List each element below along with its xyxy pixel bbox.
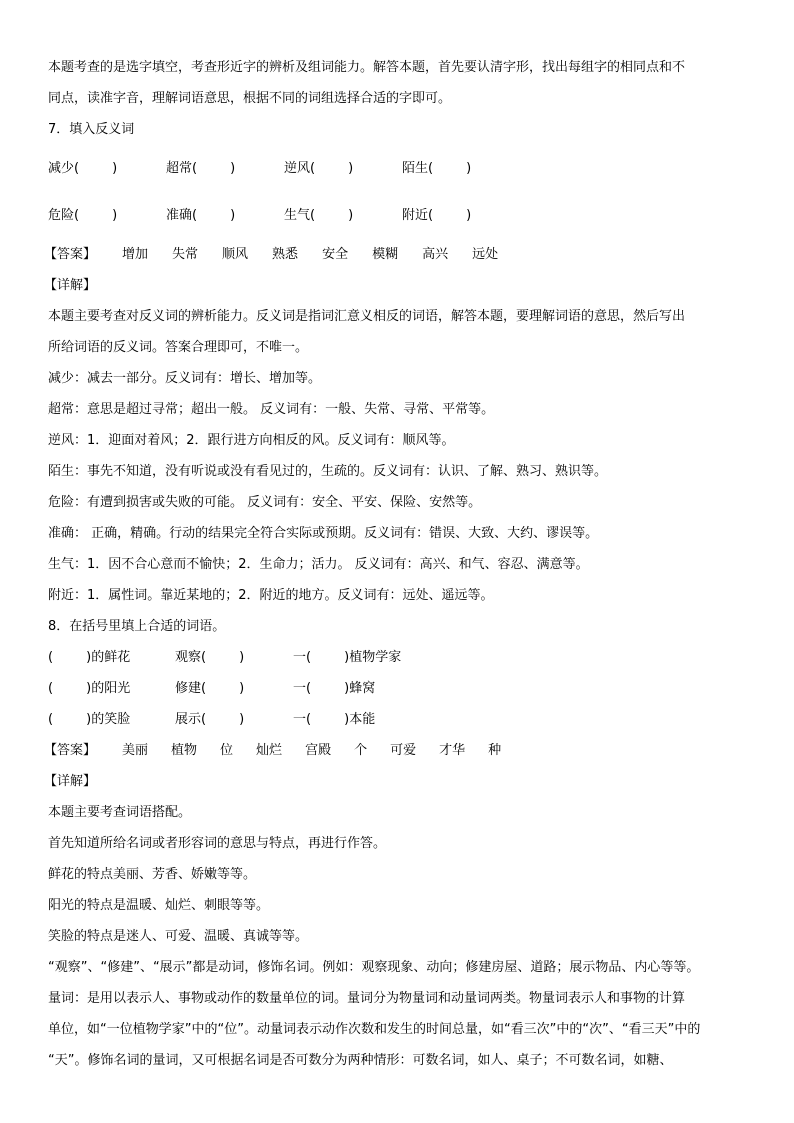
answer-item: 失常 [172, 247, 199, 262]
answer-item: 灿烂 [256, 743, 283, 758]
answer-tag: 【答案】 [44, 247, 97, 262]
answer-item: 模糊 [372, 247, 399, 262]
blank-item: 观察( ) [175, 650, 245, 665]
detail-line: 鲜花的特点美丽、芳香、娇嫩等等。 [48, 867, 257, 882]
blank-item: 展示( ) [175, 712, 245, 727]
blank-item: 一( )蜂窝 [293, 681, 376, 696]
blank-item: 危险( ) [48, 208, 118, 223]
answer-item: 种 [488, 743, 502, 758]
intro-line-2: 同点，读准字音，理解词语意思，根据不同的词组选择合适的字即可。 [48, 91, 452, 106]
detail-line: 笑脸的特点是迷人、可爱、温暖、真诚等等。 [48, 929, 309, 944]
explain-line-2: 所给词语的反义词。答案合理即可，不唯一。 [48, 340, 309, 355]
question-8-title: 8．在括号里填上合适的词语。 [48, 619, 226, 634]
blank-item: 生气( ) [284, 208, 354, 223]
answer-item: 远处 [472, 247, 499, 262]
blank-item: 逆风( ) [284, 161, 354, 176]
answer-item: 美丽 [122, 743, 149, 758]
answer-item: 位 [220, 743, 234, 758]
blank-item: 超常( ) [166, 161, 236, 176]
answer-item: 熟悉 [272, 247, 299, 262]
explain-item: 生气：1．因不合心意而不愉快；2．生命力；活力。 反义词有：高兴、和气、容忍、满意等。 [48, 557, 589, 572]
answer-item: 安全 [322, 247, 349, 262]
blank-item: 一( )植物学家 [293, 650, 402, 665]
blank-item: ( )的笑脸 [48, 712, 131, 727]
blank-item: 附近( ) [402, 208, 472, 223]
blank-item: ( )的阳光 [48, 681, 131, 696]
explain-line-1: 本题主要考查对反义词的辨析能力。反义词是指词汇意义相反的词语，解答本题，要理解词语的意思，然后写出 [48, 309, 686, 324]
detail-line: “天”。修饰名词的量词，又可根据名词是否可数分为两种情形：可数名词，如人、桌子；不可数名词，如糖、 [48, 1053, 673, 1068]
blank-item: 减少( ) [48, 161, 118, 176]
blank-item: 陌生( ) [402, 161, 472, 176]
answer-line-8 [44, 735, 748, 766]
explain-item: 陌生：事先不知道，没有听说或没有看见过的，生疏的。反义词有：认识、了解、熟习、熟识等。 [48, 464, 608, 479]
answer-item: 高兴 [422, 247, 449, 262]
answer-line-7 [44, 239, 748, 270]
answer-item: 植物 [171, 743, 198, 758]
intro-line-1: 本题考查的是选字填空，考查形近字的辨析及组词能力。解答本题，首先要认清字形，找出每组字的相同点和不 [48, 60, 686, 75]
explain-item: 逆风：1．迎面对着风；2．跟行进方向相反的风。反义词有：顺风等。 [48, 433, 455, 448]
fill-row-3 [48, 704, 748, 735]
explain-item: 减少：减去一部分。反义词有：增长、增加等。 [48, 371, 322, 386]
blank-item: 准确( ) [166, 208, 236, 223]
document-page [44, 52, 748, 1076]
detail-tag-8: 【详解】 [44, 774, 97, 789]
detail-line: 阳光的特点是温暖、灿烂、刺眼等等。 [48, 898, 270, 913]
antonym-row-2 [48, 192, 748, 239]
explain-item: 超常：意思是超过寻常；超出一般。 反义词有：一般、失常、寻常、平常等。 [48, 402, 495, 417]
answer-item: 增加 [122, 247, 149, 262]
blank-item: 一( )本能 [293, 712, 376, 727]
blank-item: ( )的鲜花 [48, 650, 131, 665]
detail-tag-7: 【详解】 [44, 278, 97, 293]
fill-row-2 [48, 673, 748, 704]
question-7-title: 7．填入反义词 [48, 122, 135, 137]
explain-item: 危险：有遭到损害或失败的可能。 反义词有：安全、平安、保险、安然等。 [48, 495, 482, 510]
answer-item: 可爱 [390, 743, 417, 758]
blank-item: 修建( ) [175, 681, 245, 696]
antonym-row-1 [48, 145, 748, 192]
detail-line: 首先知道所给名词或者形容词的意思与特点，再进行作答。 [48, 836, 387, 851]
explain-item: 准确： 正确，精确。行动的结果完全符合实际或预期。反义词有：错误、大致、大约、谬误等。 [48, 526, 599, 541]
answer-item: 才华 [439, 743, 466, 758]
answer-item: 个 [354, 743, 368, 758]
fill-row-1 [48, 642, 748, 673]
detail-line: 本题主要考查词语搭配。 [48, 805, 192, 820]
detail-line: 量词：是用以表示人、事物或动作的数量单位的词。量词分为物量词和动量词两类。物量词表示人和事物的计算 [48, 991, 686, 1006]
answer-tag: 【答案】 [44, 743, 97, 758]
detail-line: 单位，如“一位植物学家”中的“位”。动量词表示动作次数和发生的时间总量，如“看三次”中的“次”、“看三天”中的 [48, 1022, 701, 1037]
explain-item: 附近：1．属性词。靠近某地的；2．附近的地方。反义词有：远处、遥远等。 [48, 588, 494, 603]
answer-item: 顺风 [222, 247, 249, 262]
answer-item: 宫殿 [305, 743, 332, 758]
detail-line: “观察”、“修建”、“展示”都是动词，修饰名词。例如：观察现象、动向；修建房屋、道路；展示物品、内心等等。 [48, 960, 700, 975]
